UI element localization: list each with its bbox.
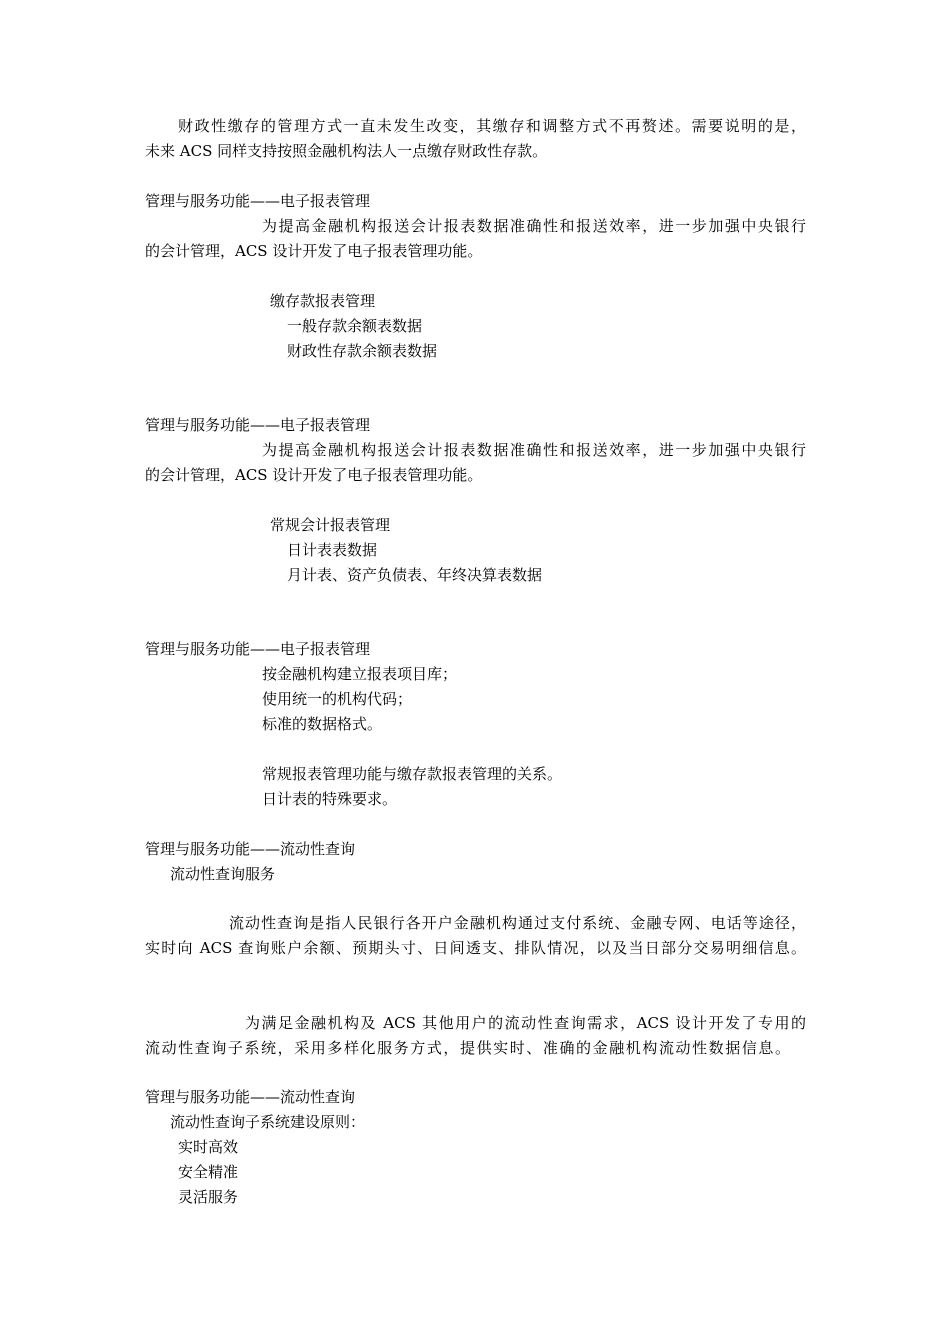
- section-heading-report-management-3: 管理与服务功能——电子报表管理: [145, 640, 371, 658]
- section-5-list-item: 灵活服务: [178, 1188, 239, 1206]
- section-2-list-title: 常规会计报表管理: [270, 516, 391, 534]
- section-4-paragraph-2-line-1: 为满足金融机构及 ACS 其他用户的流动性查询需求，ACS 设计开发了专用的: [245, 1014, 806, 1032]
- section-3-list-item: 按金融机构建立报表项目库；: [262, 665, 458, 683]
- section-3-list-item: 使用统一的机构代码；: [262, 690, 413, 708]
- section-3-list-item: 常规报表管理功能与缴存款报表管理的关系。: [262, 765, 563, 783]
- section-4-subheading: 流动性查询服务: [170, 865, 276, 883]
- section-4-paragraph-1-line-1: 流动性查询是指人民银行各开户金融机构通过支付系统、金融专网、电话等途径，: [229, 914, 806, 932]
- section-2-paragraph-line-2: 的会计管理，ACS 设计开发了电子报表管理功能。: [145, 466, 483, 484]
- section-heading-liquidity-query-2: 管理与服务功能——流动性查询: [145, 1088, 356, 1106]
- section-heading-report-management-1: 管理与服务功能——电子报表管理: [145, 192, 371, 210]
- section-5-list-item: 实时高效: [178, 1138, 239, 1156]
- section-1-list-item: 财政性存款余额表数据: [287, 342, 438, 360]
- intro-paragraph-line-1: 财政性缴存的管理方式一直未发生改变，其缴存和调整方式不再赘述。需要说明的是，: [178, 117, 806, 135]
- section-1-paragraph-line-2: 的会计管理，ACS 设计开发了电子报表管理功能。: [145, 242, 483, 260]
- section-heading-liquidity-query-1: 管理与服务功能——流动性查询: [145, 840, 356, 858]
- section-2-list-item: 日计表表数据: [287, 541, 378, 559]
- section-1-list-item: 一般存款余额表数据: [287, 317, 423, 335]
- section-4-paragraph-1-line-2: 实时向 ACS 查询账户余额、预期头寸、日间透支、排队情况，以及当日部分交易明细信息。: [145, 939, 806, 957]
- section-3-list-item: 标准的数据格式。: [262, 715, 383, 733]
- section-3-list-item: 日计表的特殊要求。: [262, 790, 398, 808]
- section-1-list-title: 缴存款报表管理: [270, 292, 376, 310]
- intro-paragraph-line-2: 未来 ACS 同样支持按照金融机构法人一点缴存财政性存款。: [145, 142, 548, 160]
- section-5-subheading: 流动性查询子系统建设原则：: [170, 1113, 366, 1131]
- section-1-paragraph-line-1: 为提高金融机构报送会计报表数据准确性和报送效率，进一步加强中央银行: [262, 217, 806, 235]
- section-2-list-item: 月计表、资产负债表、年终决算表数据: [287, 566, 543, 584]
- section-4-paragraph-2-line-2: 流动性查询子系统，采用多样化服务方式，提供实时、准确的金融机构流动性数据信息。: [145, 1039, 790, 1057]
- section-2-paragraph-line-1: 为提高金融机构报送会计报表数据准确性和报送效率，进一步加强中央银行: [262, 441, 806, 459]
- section-heading-report-management-2: 管理与服务功能——电子报表管理: [145, 416, 371, 434]
- section-5-list-item: 安全精准: [178, 1163, 239, 1181]
